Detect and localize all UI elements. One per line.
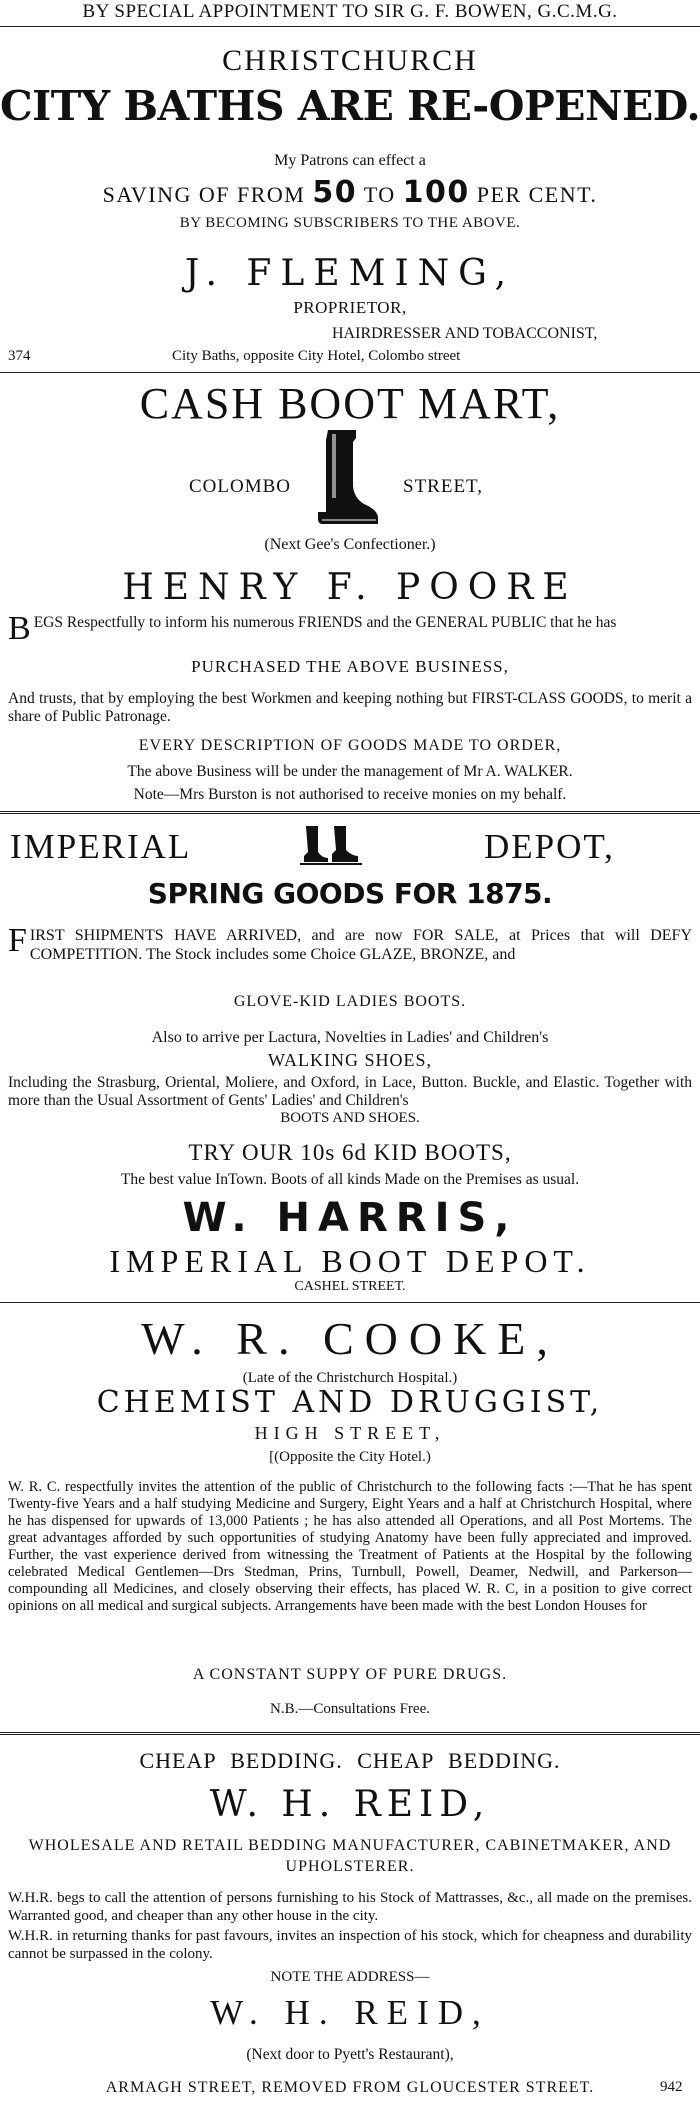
boots-logo-icon <box>296 822 366 866</box>
reid-name-2: W. H. REID, <box>210 1993 490 2032</box>
including-paragraph: Including the Strasburg, Oriental, Moliere, and Oxford, in Lace, Button. Buckle, and Elastic. Together with more than the Usual Assortment of Gents' Ladies' and Children's <box>8 1074 692 1110</box>
baths-headline: CITY BATHS ARE RE-OPENED. <box>0 82 700 130</box>
cash-boot-rule <box>0 811 700 815</box>
imperial-left: IMPERIAL <box>10 827 192 866</box>
walking-shoes: WALKING SHOES, <box>268 1050 432 1070</box>
next-gees: (Next Gee's Confectioner.) <box>264 536 436 553</box>
boots-and-shoes: BOOTS AND SHOES. <box>280 1110 420 1126</box>
saving-prefix: SAVING OF FROM <box>102 182 306 207</box>
arrive-lactura: Also to arrive per Lactura, Novelties in Ladies' and Children's <box>151 1029 549 1046</box>
reid-body-1: W.H.R. begs to call the attention of persons furnishing to his Stock of Mattrasses, &c., all made on the premises. Warranted good, and cheaper than any other house in the city. <box>8 1890 692 1924</box>
imperial-boot-depot: IMPERIAL BOOT DEPOT. <box>109 1243 591 1279</box>
baths-subscribe: BY BECOMING SUBSCRIBERS TO THE ABOVE. <box>179 215 521 231</box>
trusts-paragraph: And trusts, that by employing the best Workmen and keeping nothing but FIRST-CLASS GOODS, to merit a share of Public Patronage. <box>8 690 692 726</box>
management-line: The above Business will be under the management of Mr A. WALKER. <box>127 763 573 780</box>
street-label: STREET, <box>403 476 484 497</box>
baths-patrons: My Patrons can effect a <box>274 152 426 169</box>
purchased-line: PURCHASED THE ABOVE BUSINESS, <box>191 657 509 676</box>
harris-name: W. HARRIS, <box>182 1195 518 1241</box>
first-shipments <box>8 922 692 964</box>
appointment-header: BY SPECIAL APPOINTMENT TO SIR G. F. BOWEN, G.C.M.G. <box>82 1 618 22</box>
cooke-body: W. R. C. respectfully invites the attention of the public of Christchurch to the following facts :—That he has spent Twenty-five Years and a half studying Medicine and Surgery, Eight Years and a half at Christchurch Hospital, where he has dispensed for upwards of 13,000 Patients ; he has also attended all Operations, and all Post Mortems. The great advantages afforded by such opportunities of studying Anatomy have been fully appreciated and improved. Further, the vast experience derived from witnessing the Treatment of Patients at the Hospital by the following celebrated Medical Gentlemen—Drs Stedman, Prins, Turnbull, Powell, Deamer, Nedwill, and Parkerson—compounding all Medicines, and closely observing their effects, has placed W. R. C, in a position to give correct opinions on all medical and surgical subjects. Arrangements have been made with the best London Houses for <box>8 1479 692 1614</box>
cooke-opposite: [(Opposite the City Hotel.) <box>269 1449 431 1465</box>
cheap-bedding: CHEAP BEDDING. CHEAP BEDDING. <box>139 1748 561 1773</box>
armagh-street: ARMAGH STREET, REMOVED FROM GLOUCESTER STREET. <box>105 2079 595 2096</box>
baths-rule <box>0 372 700 373</box>
boot-icon <box>312 428 382 528</box>
header-rule <box>0 26 700 27</box>
colombo-label: COLOMBO <box>189 476 292 497</box>
fleming-proprietor: PROPRIETOR, <box>293 298 407 317</box>
reid-wholesale: WHOLESALE AND RETAIL BEDDING MANUFACTURER, CABINETMAKER, AND UPHOLSTERER. <box>28 1837 672 1875</box>
baths-city: CHRISTCHURCH <box>222 44 478 77</box>
begs-dropcap: B <box>8 610 31 647</box>
henry-poore-name: HENRY F. POORE <box>122 567 578 608</box>
imperial-rule <box>0 1302 700 1303</box>
cooke-rule <box>0 1732 700 1736</box>
baths-ref-number: 374 <box>8 348 31 364</box>
cash-boot-title: CASH BOOT MART, <box>139 379 561 428</box>
pure-drugs: A CONSTANT SUPPY OF PURE DRUGS. <box>192 1666 508 1683</box>
spring-goods: SPRING GOODS FOR 1875. <box>147 877 553 910</box>
reid-body-2: W.H.R. in returning thanks for past favours, invites an inspection of his stock, which for cheapness and durability cannot be surpassed in the colony. <box>8 1928 692 1962</box>
fleming-name: J. FLEMING, <box>184 253 516 294</box>
chemist-druggist: CHEMIST AND DRUGGIST, <box>96 1385 604 1420</box>
baths-address: City Baths, opposite City Hotel, Colombo street <box>172 348 461 364</box>
try-kid-boots: TRY OUR 10s 6d KID BOOTS, <box>188 1140 512 1165</box>
first-text: IRST SHIPMENTS HAVE ARRIVED, and are now FOR SALE, at Prices that will DEFY COMPETITION. The Stock includes some Choice GLAZE, BRONZE, and <box>29 927 692 964</box>
fleming-trade: HAIRDRESSER AND TOBACCONIST, <box>332 325 598 342</box>
best-value: The best value InTown. Boots of all kinds Made on the Premises as usual. <box>120 1171 580 1188</box>
saving-100: 100 <box>402 175 470 210</box>
saving-50: 50 <box>312 175 358 210</box>
next-door-pyett: (Next door to Pyett's Restaurant), <box>246 2046 454 2063</box>
cooke-late: (Late of the Christchurch Hospital.) <box>242 1370 458 1386</box>
glove-kid: GLOVE-KID LADIES BOOTS. <box>233 993 467 1010</box>
begs-text: EGS Respectfully to inform his numerous FRIENDS and the GENERAL PUBLIC that he has <box>33 614 617 631</box>
saving-to: TO <box>363 182 396 207</box>
reid-name: W. H. REID, <box>209 1784 491 1825</box>
baths-saving-line <box>0 175 700 210</box>
reid-ref-number: 942 <box>660 2079 683 2095</box>
cashel-street: CASHEL STREET. <box>294 1279 406 1294</box>
first-dropcap: F <box>8 922 27 959</box>
begs-paragraph <box>8 610 692 647</box>
saving-suffix: PER CENT. <box>476 182 598 207</box>
burston-note: Note—Mrs Burston is not authorised to receive monies on my behalf. <box>133 786 567 803</box>
note-the-address: NOTE THE ADDRESS— <box>270 1969 430 1985</box>
consultations: N.B.—Consultations Free. <box>270 1701 430 1717</box>
high-street: HIGH STREET, <box>254 1423 446 1443</box>
every-description: EVERY DESCRIPTION OF GOODS MADE TO ORDER, <box>138 737 562 754</box>
cooke-name: W. R. COOKE, <box>141 1313 559 1364</box>
imperial-right: DEPOT, <box>484 827 615 866</box>
